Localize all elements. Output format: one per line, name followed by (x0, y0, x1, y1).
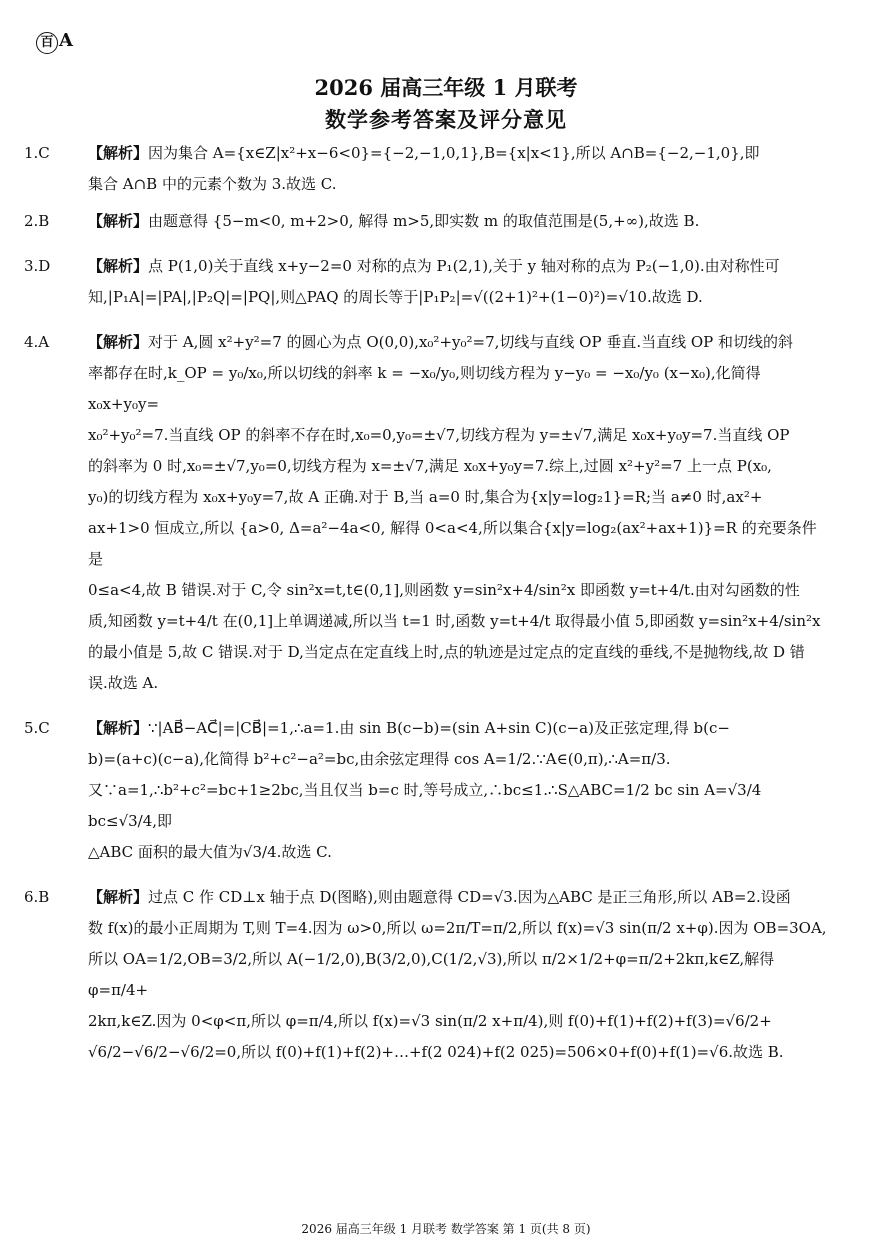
question-number: 6.B (24, 888, 50, 906)
answer-line: 因为集合 A={x∈Z|x²+x−6<0}={−2,−1,0,1},B={x|x<1},所以 A∩B={−2,−1,0},即 (148, 144, 760, 162)
question-1 (24, 138, 828, 200)
question-number: 3.D (24, 257, 51, 275)
answer-line: √6/2−√6/2−√6/2=0,所以 f(0)+f(1)+f(2)+…+f(2 024)+f(2 025)=506×0+f(0)+f(1)=√6.故选 B. (88, 1043, 784, 1061)
answer-line: 所以 OA=1/2,OB=3/2,所以 A(−1/2,0),B(3/2,0),C(1/2,√3),所以 π/2×1/2+φ=π/2+2kπ,k∈Z,解得 φ=π/4+ (88, 950, 775, 999)
answer-line: y₀)的切线方程为 x₀x+y₀y=7,故 A 正确.对于 B,当 a=0 时,集合为{x|y=log₂1}=R;当 a≠0 时,ax²+ (88, 488, 763, 506)
exam-title: 2026 届高三年级 1 月联考 (314, 75, 578, 100)
question-2 (24, 206, 828, 237)
answer-line: 对于 A,圆 x²+y²=7 的圆心为点 O(0,0),x₀²+y₀²=7,切线与直线 OP 垂直.当直线 OP 和切线的斜 (148, 333, 794, 351)
publisher-logo (36, 30, 73, 54)
answer-line: 的斜率为 0 时,x₀=±√7,y₀=0,切线方程为 x=±√7,满足 x₀x+y₀y=7.综上,过圆 x²+y²=7 上一点 P(x₀, (88, 457, 772, 475)
answer-line: 的最小值是 5,故 C 错误.对于 D,当定点在定直线上时,点的轨迹是过定点的定直线的垂线,不是抛物线,故 D 错 (88, 643, 805, 661)
answer-content (24, 138, 828, 1074)
analysis-tag: 【解析】 (88, 257, 149, 275)
question-number: 5.C (24, 719, 50, 737)
question-6 (24, 882, 828, 1068)
answer-line: b)=(a+c)(c−a),化简得 b²+c²−a²=bc,由余弦定理得 cos A=1/2.∵A∈(0,π),∴A=π/3. (88, 750, 671, 768)
answer-line: 数 f(x)的最小正周期为 T,则 T=4.因为 ω>0,所以 ω=2π/T=π/2,所以 f(x)=√3 sin(π/2 x+φ).因为 OB=3OA, (88, 919, 827, 937)
answer-line: ax+1>0 恒成立,所以 {a>0, Δ=a²−4a<0, 解得 0<a<4,所以集合{x|y=log₂(ax²+ax+1)}=R 的充要条件是 (88, 519, 817, 568)
question-5 (24, 713, 828, 868)
answer-line: 质,知函数 y=t+4/t 在(0,1]上单调递减,所以当 t=1 时,函数 y=t+4/t 取得最小值 5,即函数 y=sin²x+4/sin²x (88, 612, 821, 630)
analysis-tag: 【解析】 (88, 144, 149, 162)
answer-line: ∵|AB⃗−AC⃗|=|CB⃗|=1,∴a=1.由 sin B(c−b)=(sin A+sin C)(c−a)及正弦定理,得 b(c− (148, 719, 730, 737)
answer-title: 数学参考答案及评分意见 (325, 107, 567, 132)
analysis-tag: 【解析】 (88, 888, 149, 906)
answer-line: △ABC 面积的最大值为√3/4.故选 C. (88, 843, 332, 861)
question-number: 4.A (24, 333, 50, 351)
answer-line: 率都存在时,k_OP = y₀/x₀,所以切线的斜率 k = −x₀/y₀,则切线方程为 y−y₀ = −x₀/y₀ (x−x₀),化简得 x₀x+y₀y= (88, 364, 761, 413)
answer-line: x₀²+y₀²=7.当直线 OP 的斜率不存在时,x₀=0,y₀=±√7,切线方程为 y=±√7,满足 x₀x+y₀y=7.当直线 OP (88, 426, 790, 444)
page-footer: 2026 届高三年级 1 月联考 数学答案 第 1 页(共 8 页) (301, 1222, 591, 1236)
analysis-tag: 【解析】 (88, 719, 149, 737)
logo-circle: 百 (36, 32, 58, 54)
answer-line: 集合 A∩B 中的元素个数为 3.故选 C. (88, 175, 337, 193)
analysis-tag: 【解析】 (88, 212, 149, 230)
answer-line: 点 P(1,0)关于直线 x+y−2=0 对称的点为 P₁(2,1),关于 y 轴对称的点为 P₂(−1,0).由对称性可 (148, 257, 780, 275)
analysis-tag: 【解析】 (88, 333, 149, 351)
answer-line: 误.故选 A. (88, 674, 159, 692)
question-3 (24, 251, 828, 313)
question-number: 2.B (24, 212, 50, 230)
answer-line: 0≤a<4,故 B 错误.对于 C,令 sin²x=t,t∈(0,1],则函数 y=sin²x+4/sin²x 即函数 y=t+4/t.由对勾函数的性 (88, 581, 800, 599)
answer-line: 2kπ,k∈Z.因为 0<φ<π,所以 φ=π/4,所以 f(x)=√3 sin(π/2 x+π/4),则 f(0)+f(1)+f(2)+f(3)=√6/2+ (88, 1012, 772, 1030)
question-4 (24, 327, 828, 699)
question-number: 1.C (24, 144, 50, 162)
answer-line: 知,|P₁A|=|PA|,|P₂Q|=|PQ|,则△PAQ 的周长等于|P₁P₂|=√((2+1)²+(1−0)²)=√10.故选 D. (88, 288, 703, 306)
answer-line: 过点 C 作 CD⊥x 轴于点 D(图略),则由题意得 CD=√3.因为△ABC 是正三角形,所以 AB=2.设函 (148, 888, 791, 906)
logo-letter: A (59, 30, 73, 51)
answer-line: 又∵a=1,∴b²+c²=bc+1≥2bc,当且仅当 b=c 时,等号成立,∴bc≤1.∴S△ABC=1/2 bc sin A=√3/4 bc≤√3/4,即 (88, 781, 762, 830)
answer-line: 由题意得 {5−m<0, m+2>0, 解得 m>5,即实数 m 的取值范围是(5,+∞),故选 B. (148, 212, 700, 230)
